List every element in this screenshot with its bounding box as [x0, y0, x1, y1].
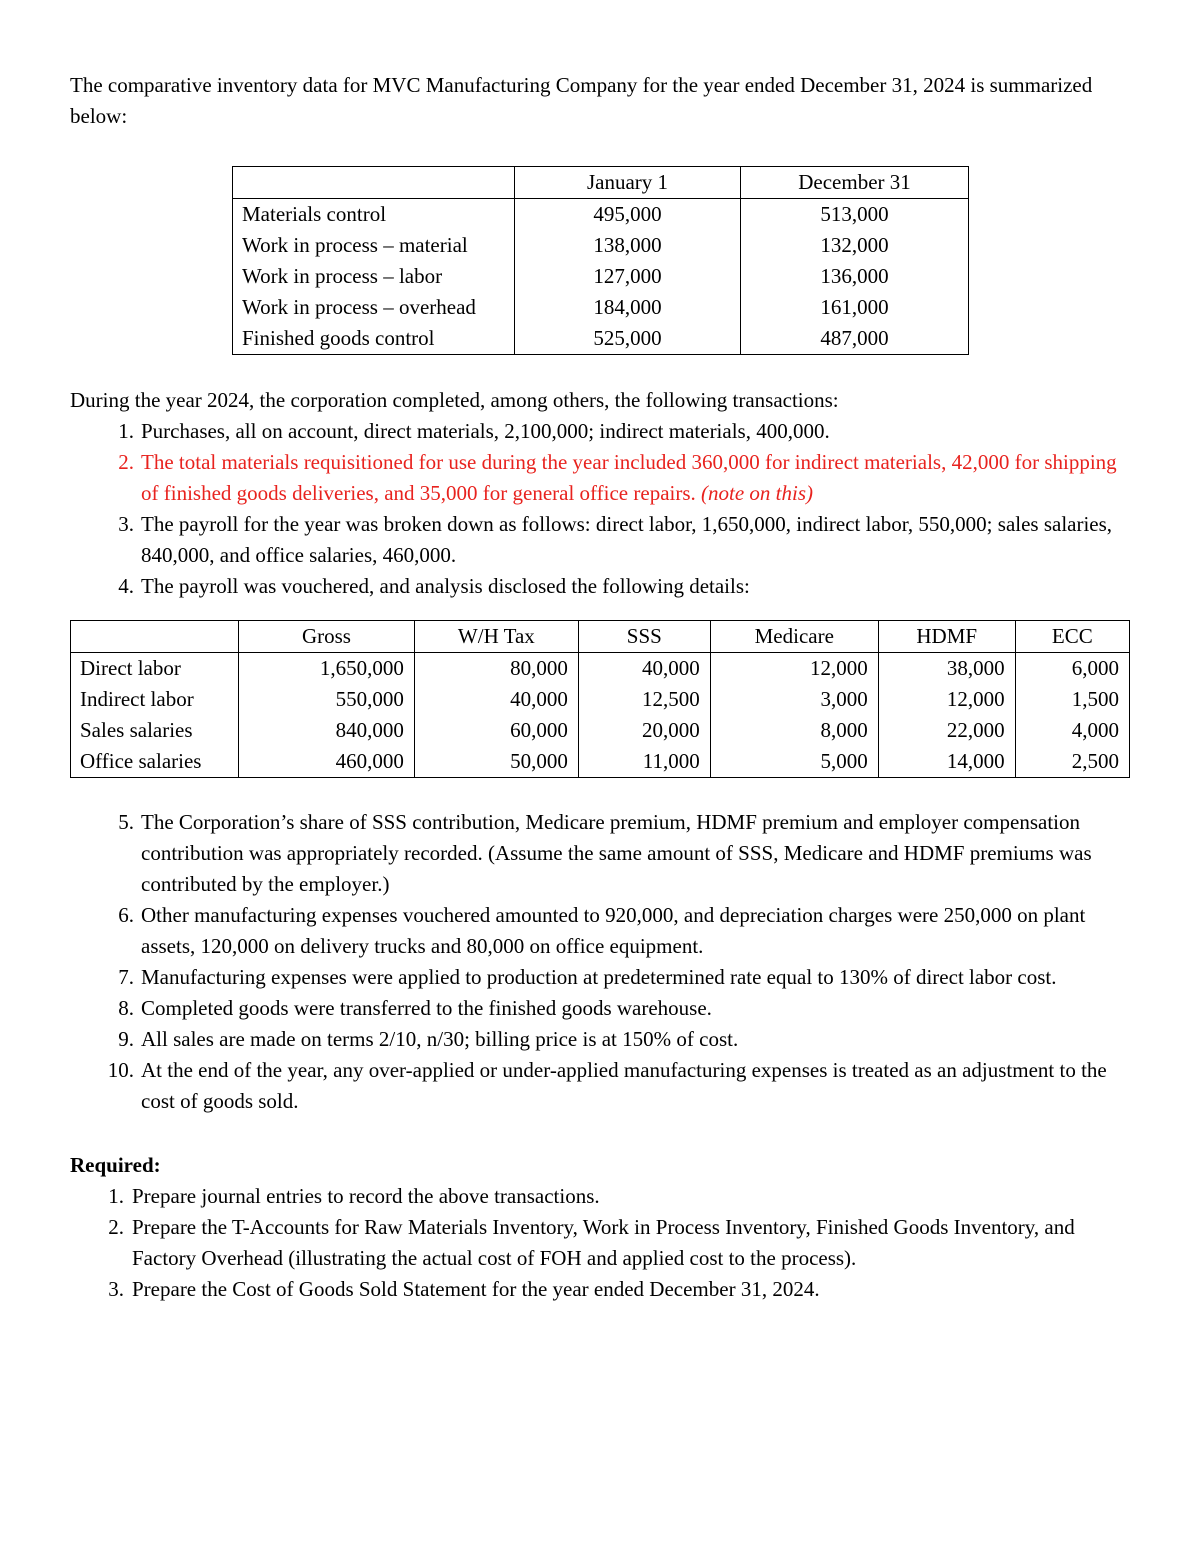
table-cell: 513,000: [741, 199, 969, 231]
item-text: The payroll for the year was broken down as follows: direct labor, 1,650,000, indirect labor, 550,000; sales salaries, 840,000, and office salaries, 460,000.: [141, 512, 1113, 567]
item-text: Other manufacturing expenses vouchered amounted to 920,000, and depreciation charges were 250,000 on plant assets, 120,000 on delivery trucks and 80,000 on office equipment.: [141, 903, 1086, 958]
item-number: 5.: [118, 810, 134, 834]
list-item: [70, 571, 1135, 602]
transactions-list: [70, 416, 1135, 602]
list-item: [70, 993, 1135, 1024]
table-cell: 8,000: [710, 715, 878, 746]
table-cell: 40,000: [578, 653, 710, 685]
table-row: [71, 684, 1130, 715]
list-item: [70, 1055, 1135, 1117]
item-number: 9.: [118, 1027, 134, 1051]
item-text: The total materials requisitioned for use during the year included 360,000 for indirect materials, 42,000 for shipping of finished goods deliveries, and 35,000 for general office repairs.: [141, 450, 1117, 505]
list-item: [70, 1024, 1135, 1055]
item-number: 2.: [108, 1215, 124, 1239]
inventory-header-cell: January 1: [515, 167, 741, 199]
table-cell: 460,000: [239, 746, 415, 778]
list-item: [70, 416, 1135, 447]
row-label: Work in process – labor: [233, 261, 515, 292]
table-cell: 840,000: [239, 715, 415, 746]
table-cell: 2,500: [1015, 746, 1129, 778]
intro-paragraph: The comparative inventory data for MVC Manufacturing Company for the year ended December 31, 2024 is summarized below:: [70, 73, 1093, 128]
item-number: 6.: [118, 903, 134, 927]
item-text: Manufacturing expenses were applied to production at predetermined rate equal to 130% of direct labor cost.: [141, 965, 1057, 989]
inventory-header-cell: December 31: [741, 167, 969, 199]
table-cell: 22,000: [878, 715, 1015, 746]
payroll-header-cell: HDMF: [878, 621, 1015, 653]
list-item: [70, 1212, 1135, 1274]
inventory-header-row: [233, 167, 969, 199]
table-cell: 550,000: [239, 684, 415, 715]
item-number: 10.: [107, 1058, 134, 1082]
list-item: [70, 807, 1135, 900]
table-row: [233, 230, 969, 261]
table-cell: 4,000: [1015, 715, 1129, 746]
item-number: 3.: [118, 512, 134, 536]
table-row: [71, 715, 1130, 746]
list-item: [70, 1274, 1135, 1305]
list-item: [70, 900, 1135, 962]
list-item: [70, 1181, 1135, 1212]
item-text: At the end of the year, any over-applied or under-applied manufacturing expenses is treated as an adjustment to the cost of goods sold.: [141, 1058, 1107, 1113]
row-label: Office salaries: [71, 746, 239, 778]
item-number: 3.: [108, 1277, 124, 1301]
inventory-header-cell: [233, 167, 515, 199]
table-cell: 132,000: [741, 230, 969, 261]
item-number: 1.: [118, 419, 134, 443]
table-cell: 40,000: [414, 684, 578, 715]
table-cell: 3,000: [710, 684, 878, 715]
item-number: 4.: [118, 574, 134, 598]
payroll-header-cell: SSS: [578, 621, 710, 653]
item-number: 1.: [108, 1184, 124, 1208]
table-row: [233, 292, 969, 323]
table-cell: 487,000: [741, 323, 969, 355]
row-label: Materials control: [233, 199, 515, 231]
table-cell: 184,000: [515, 292, 741, 323]
transactions-intro: During the year 2024, the corporation completed, among others, the following transactions:: [70, 388, 839, 412]
row-label: Indirect labor: [71, 684, 239, 715]
table-row: [233, 261, 969, 292]
inventory-table: [232, 166, 969, 355]
row-label: Finished goods control: [233, 323, 515, 355]
payroll-table: [70, 620, 1130, 778]
item-text: The Corporation’s share of SSS contribution, Medicare premium, HDMF premium and employer compensation contribution was appropriately recorded. (Assume the same amount of SSS, Medicare and HDMF premiums was contributed by the employer.): [141, 810, 1092, 896]
list-item: [70, 447, 1135, 509]
table-cell: 6,000: [1015, 653, 1129, 685]
payroll-header-cell: ECC: [1015, 621, 1129, 653]
table-cell: 38,000: [878, 653, 1015, 685]
table-cell: 12,500: [578, 684, 710, 715]
table-row: [71, 746, 1130, 778]
payroll-header-row: [71, 621, 1130, 653]
row-label: Direct labor: [71, 653, 239, 685]
table-cell: 136,000: [741, 261, 969, 292]
table-cell: 14,000: [878, 746, 1015, 778]
item-text: Completed goods were transferred to the finished goods warehouse.: [141, 996, 712, 1020]
item-number: 7.: [118, 965, 134, 989]
item-text: Prepare journal entries to record the above transactions.: [132, 1184, 600, 1208]
table-cell: 60,000: [414, 715, 578, 746]
item-text: Purchases, all on account, direct materials, 2,100,000; indirect materials, 400,000.: [141, 419, 830, 443]
table-cell: 11,000: [578, 746, 710, 778]
transactions-list-continued: [70, 807, 1135, 1117]
item-number: 8.: [118, 996, 134, 1020]
row-label: Work in process – material: [233, 230, 515, 261]
list-item: [70, 509, 1135, 571]
table-cell: 1,650,000: [239, 653, 415, 685]
row-label: Sales salaries: [71, 715, 239, 746]
table-row: [233, 199, 969, 231]
item-text: All sales are made on terms 2/10, n/30; billing price is at 150% of cost.: [141, 1027, 739, 1051]
table-cell: 161,000: [741, 292, 969, 323]
table-cell: 12,000: [710, 653, 878, 685]
payroll-header-cell: Medicare: [710, 621, 878, 653]
table-cell: 12,000: [878, 684, 1015, 715]
item-number: 2.: [118, 450, 134, 474]
table-cell: 495,000: [515, 199, 741, 231]
item-text: The payroll was vouchered, and analysis disclosed the following details:: [141, 574, 750, 598]
table-cell: 138,000: [515, 230, 741, 261]
table-cell: 80,000: [414, 653, 578, 685]
table-cell: 525,000: [515, 323, 741, 355]
table-cell: 127,000: [515, 261, 741, 292]
note-annotation: (note on this): [701, 481, 814, 505]
required-heading: Required:: [70, 1153, 161, 1177]
payroll-header-cell: [71, 621, 239, 653]
required-list: [70, 1181, 1135, 1305]
payroll-header-cell: W/H Tax: [414, 621, 578, 653]
document-page: [70, 70, 1135, 1305]
table-cell: 20,000: [578, 715, 710, 746]
item-text: Prepare the Cost of Goods Sold Statement for the year ended December 31, 2024.: [132, 1277, 820, 1301]
table-cell: 5,000: [710, 746, 878, 778]
payroll-header-cell: Gross: [239, 621, 415, 653]
table-row: [233, 323, 969, 355]
item-text: Prepare the T-Accounts for Raw Materials Inventory, Work in Process Inventory, Finished Goods Inventory, and Factory Overhead (illustrating the actual cost of FOH and applied cost to the process).: [132, 1215, 1075, 1270]
list-item: [70, 962, 1135, 993]
table-row: [71, 653, 1130, 685]
row-label: Work in process – overhead: [233, 292, 515, 323]
table-cell: 50,000: [414, 746, 578, 778]
table-cell: 1,500: [1015, 684, 1129, 715]
